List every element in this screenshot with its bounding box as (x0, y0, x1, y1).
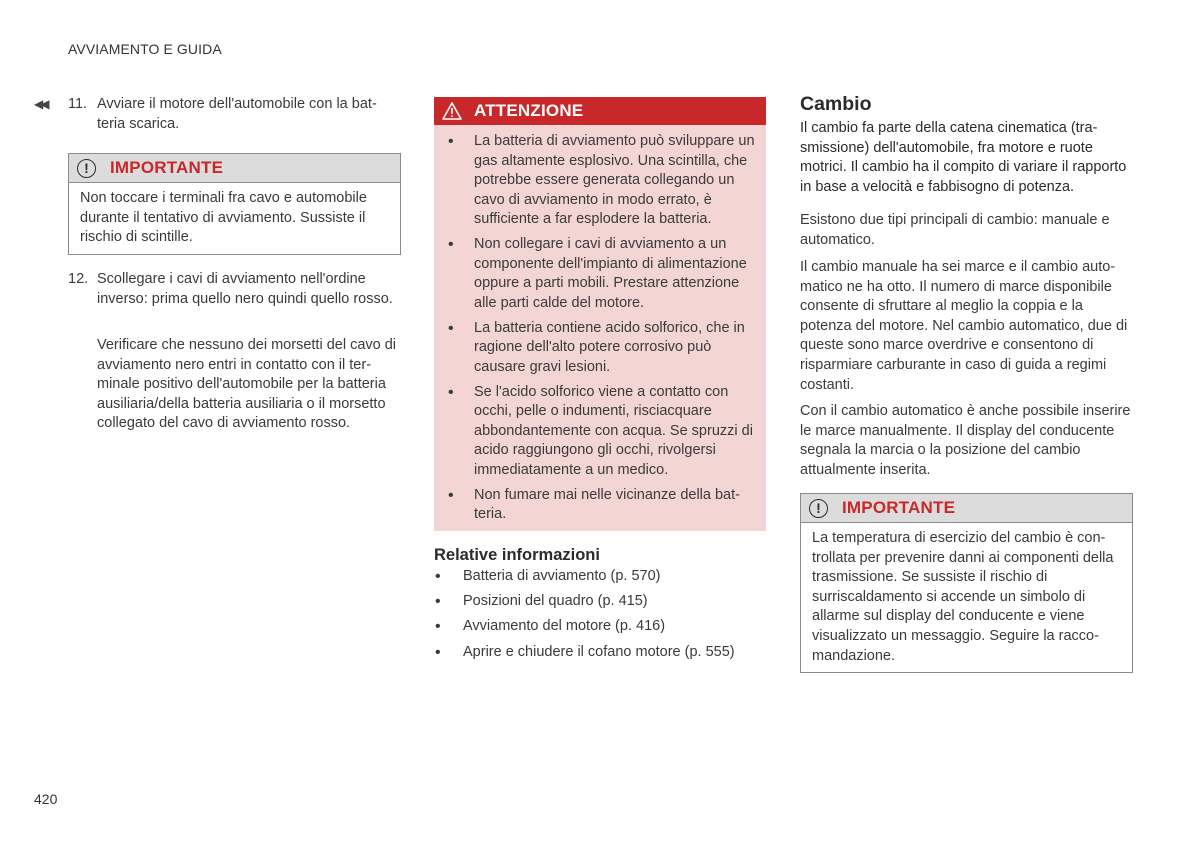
warning-triangle-icon (442, 102, 462, 120)
warning-item: • La batteria di avviamento può sviluppare un gas altamente esplosivo. Una scintilla, che potrebbe essere generata collegando un cavo di avviamento in modo errato, è sufficiente a far esplodere la batteria. (448, 132, 758, 230)
page-number: 420 (34, 791, 58, 807)
step-11 (68, 95, 393, 134)
warning-item: • Non fumare mai nelle vicinanze della batteria. (448, 486, 758, 525)
warning-header (434, 97, 766, 125)
important-text: Non toccare i terminali fra cavo e automobile durante il tentativo di avviamento. Sussiste il rischio di scintille. (80, 190, 367, 246)
step-text: Scollegare i cavi di avviamento nell'ordine inverso: prima quello nero quindi quello rosso. (97, 271, 393, 307)
exclamation-circle-icon: ! (809, 499, 828, 518)
warning-box (434, 97, 766, 531)
step-number: 12. (68, 271, 89, 287)
related-info-title: Relative informazioni (434, 546, 600, 564)
warning-title: ATTENZIONE (474, 101, 584, 120)
paragraph: Con il cambio automatico è anche possibile inserire le marce manualmente. Il display del conducente segnala la marcia o la posizione del cambio attualmente inserita. (800, 403, 1131, 478)
important-header (801, 494, 1132, 523)
warning-list (434, 125, 766, 525)
warning-item: • Non collegare i cavi di avviamento a un componente dell'impianto di alimentazione oppure a parti mobili. Prestare attenzione alle parti calde del motore. (448, 235, 758, 313)
important-box (800, 493, 1133, 673)
step-number: 11. (68, 96, 88, 112)
important-box (68, 153, 401, 255)
exclamation-circle-icon: ! (77, 159, 96, 178)
related-info-list (434, 567, 766, 668)
paragraph: Il cambio manuale ha sei marce e il cambio automatico ne ha otto. Il numero di marce disponibile consente di sfruttare al meglio la coppia e la potenza del motore. Nel cambio automatico, due di queste sono marce overdrive e consentono di risparmiare carburante in caso di guida a regimi costanti. (800, 259, 1128, 393)
step-text: Avviare il motore dell'automobile con la batteria scarica. (97, 96, 377, 132)
important-title: IMPORTANTE (842, 498, 956, 517)
important-title: IMPORTANTE (110, 158, 224, 177)
section-lead: Il cambio fa parte della catena cinematica (trasmissione) dell'automobile, fra motore e ruote motrici. Il cambio ha il compito di variare il rapporto in base a velocità e fabbisogno di potenza. (800, 120, 1127, 195)
warning-item: • Se l'acido solforico viene a contatto con occhi, pelle o indumenti, risciacquare abbondantemente con acqua. Se spruzzi di acido raggiungono gli occhi, rivolgersi immediatamente a un medico. (448, 383, 758, 481)
paragraph: Esistono due tipi principali di cambio: manuale e automatico. (800, 212, 1110, 248)
related-link[interactable]: • Avviamento del motore (p. 416) (434, 617, 766, 637)
section-title: Cambio (800, 93, 872, 115)
page-header: AVVIAMENTO E GUIDA (68, 41, 222, 57)
related-link[interactable]: • Batteria di avviamento (p. 570) (434, 567, 766, 587)
related-link[interactable]: • Posizioni del quadro (p. 415) (434, 592, 766, 612)
important-header (69, 154, 400, 183)
warning-item: • La batteria contiene acido solforico, che in ragione dell'alto potere corrosivo può causare gravi lesioni. (448, 319, 758, 378)
important-text: La temperatura di esercizio del cambio è controllata per prevenire danni ai componenti della trasmissione. Se sussiste il rischio di surriscaldamento si accende un simbolo di allarme sul display del conducente e viene visualizzato un messaggio. Seguire la raccomandazione. (812, 530, 1114, 664)
step-12-note: Verificare che nessuno dei morsetti del cavo di avviamento nero entri in contatto con il terminale positivo dell'automobile per la batteria ausiliaria/della batteria ausiliaria o il morsetto collegato del cavo di avviamento rosso. (97, 337, 397, 432)
related-link[interactable]: • Aprire e chiudere il cofano motore (p. 555) (434, 643, 766, 663)
double-chevron-left-icon[interactable]: ◀◀ (34, 97, 47, 111)
step-12 (68, 270, 393, 309)
